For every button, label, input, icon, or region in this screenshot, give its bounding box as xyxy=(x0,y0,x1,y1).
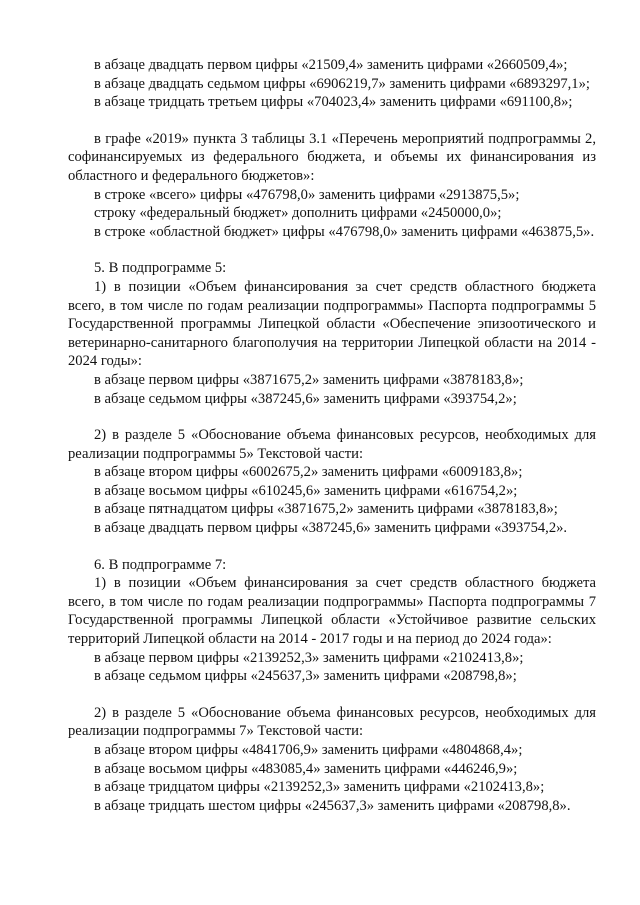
paragraph-line: в абзаце двадцать седьмом цифры «6906219,7» заменить цифрами «6893297,1»; xyxy=(94,75,590,92)
paragraph-line: в абзаце тридцать третьем цифры «704023,4» заменить цифрами «691100,8»; xyxy=(94,94,573,111)
item-intro: 1) в позиции «Объем финансирования за счет средств областного бюджета всего, в том числе по годам реализации подпрограммы» Паспорта подпрограммы 5 Государственной программы Липецкой области «Обеспечение эпизоотического и ветеринарно-санитарного благополучия на территории Липецкой области на 2014 - 2024 годы»: xyxy=(68,278,596,370)
spacer xyxy=(68,538,596,556)
paragraph-line: в строке «областной бюджет» цифры «476798,0» заменить цифрами «463875,5». xyxy=(94,223,595,240)
paragraph-line: в абзаце двадцать первом цифры «21509,4» заменить цифрами «2660509,4»; xyxy=(94,57,568,73)
paragraph-line: в абзаце первом цифры «3871675,2» заменить цифрами «3878183,8»; xyxy=(94,371,524,388)
paragraph-line: в абзаце седьмом цифры «245637,3» заменить цифрами «208798,8»; xyxy=(94,668,517,685)
spacer xyxy=(68,686,596,704)
item-intro: 2) в разделе 5 «Обоснование объема финансовых ресурсов, необходимых для реализации подпрограммы 5» Текстовой части: xyxy=(68,427,596,462)
spacer xyxy=(68,408,596,426)
section-heading: 6. В подпрограмме 7: xyxy=(94,556,227,573)
paragraph-line: в абзаце тридцатом цифры «2139252,3» заменить цифрами «2102413,8»; xyxy=(94,779,545,796)
spacer xyxy=(68,112,596,130)
table-amendment-intro: в графе «2019» пункта 3 таблицы 3.1 «Перечень мероприятий подпрограммы 2, софинансируемых из федерального бюджета, и объемы их финансирования из областного и федерального бюджетов»: xyxy=(68,130,596,184)
paragraph-line: в абзаце втором цифры «4841706,9» заменить цифрами «4804868,4»; xyxy=(94,742,523,758)
paragraph-line: в абзаце двадцать первом цифры «387245,6» заменить цифрами «393754,2». xyxy=(94,520,568,537)
item-intro: 2) в разделе 5 «Обоснование объема финансовых ресурсов, необходимых для реализации подпрограммы 7» Текстовой части: xyxy=(68,704,596,740)
item-intro: 1) в позиции «Объем финансирования за счет средств областного бюджета всего, в том числе по годам реализации подпрограммы» Паспорта подпрограммы 7 Государственной программы Липецкой области «Устойчивое развитие сельских территорий Липецкой области на 2014 - 2017 годы и на период до 2024 года»: xyxy=(68,575,596,648)
paragraph-line: в абзаце тридцать шестом цифры «245637,3» заменить цифрами «208798,8». xyxy=(94,797,571,814)
paragraph-line: в абзаце первом цифры «2139252,3» заменить цифрами «2102413,8»; xyxy=(94,649,524,666)
paragraph-line: в абзаце восьмом цифры «610245,6» заменить цифрами «616754,2»; xyxy=(94,482,518,499)
paragraph-line: в строке «всего» цифры «476798,0» заменить цифрами «2913875,5»; xyxy=(94,186,520,203)
paragraph-line: строку «федеральный бюджет» дополнить цифрами «2450000,0»; xyxy=(94,205,502,222)
paragraph-line: в абзаце пятнадцатом цифры «3871675,2» заменить цифрами «3878183,8»; xyxy=(94,501,558,518)
paragraph-line: в абзаце восьмом цифры «483085,4» заменить цифрами «446246,9»; xyxy=(94,760,518,777)
section-heading: 5. В подпрограмме 5: xyxy=(94,260,227,277)
document-page xyxy=(68,56,596,815)
paragraph-line: в абзаце втором цифры «6002675,2» заменить цифрами «6009183,8»; xyxy=(94,464,523,481)
paragraph-line: в абзаце седьмом цифры «387245,6» заменить цифрами «393754,2»; xyxy=(94,390,517,407)
spacer xyxy=(68,241,596,259)
